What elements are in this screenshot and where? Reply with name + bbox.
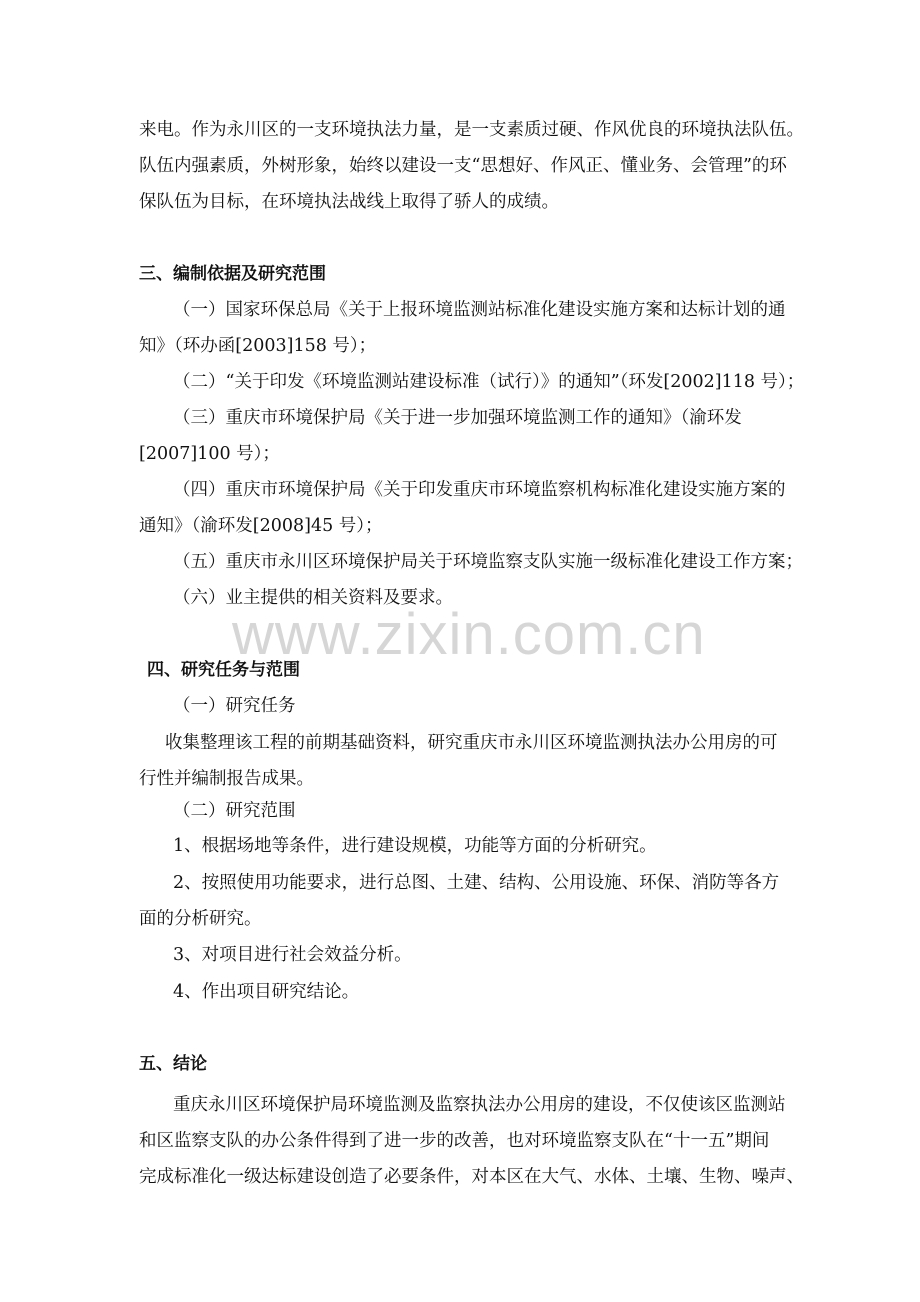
text-line: 2、按照使用功能要求，进行总图、土建、结构、公用设施、环保、消防等各方: [173, 873, 780, 893]
text-line: 队伍内强素质，外树形象，始终以建设一支“思想好、作风正、懂业务、会管理”的环: [139, 156, 787, 176]
text-line: 4、作出项目研究结论。: [173, 982, 360, 1002]
text-line: 3、对项目进行社会效益分析。: [173, 945, 412, 965]
text-line: 行性并编制报告成果。: [139, 769, 314, 789]
text-line: （一）研究任务: [173, 696, 296, 716]
text-line: （二）研究范围: [173, 801, 296, 821]
text-line: 1、根据场地等条件，进行建设规模，功能等方面的分析研究。: [173, 836, 657, 856]
section-heading: 五、结论: [139, 1054, 207, 1074]
text-line: （二）“关于印发《环境监测站建设标准（试行）》的通知”（环发[2002]118 号）；: [173, 372, 805, 392]
text-line: 知》（环办函[2003]158 号）；: [139, 336, 377, 356]
section-heading: 四、研究任务与范围: [147, 660, 300, 680]
section-heading: 三、编制依据及研究范围: [139, 264, 326, 284]
text-line: （三）重庆市环境保护局《关于进一步加强环境监测工作的通知》（渝环发: [173, 408, 742, 428]
text-line: 来电。作为永川区的一支环境执法力量，是一支素质过硬、作风优良的环境执法队伍。: [139, 120, 804, 140]
text-line: 保队伍为目标，在环境执法战线上取得了骄人的成绩。: [139, 192, 559, 212]
text-line: 收集整理该工程的前期基础资料，研究重庆市永川区环境监测执法办公用房的可: [165, 733, 778, 753]
text-line: （一）国家环保总局《关于上报环境监测站标准化建设实施方案和达标计划的通: [173, 300, 786, 320]
text-line: 面的分析研究。: [139, 909, 262, 929]
text-line: [2007]100 号）；: [139, 444, 280, 464]
text-line: （四）重庆市环境保护局《关于印发重庆市环境监察机构标准化建设实施方案的: [173, 480, 786, 500]
text-line: 通知》（渝环发[2008]45 号）；: [139, 516, 383, 536]
text-line: 重庆永川区环境保护局环境监测及监察执法办公用房的建设，不仅使该区监测站: [173, 1095, 786, 1115]
text-line: 和区监察支队的办公条件得到了进一步的改善，也对环境监察支队在“十一五”期间: [139, 1131, 770, 1151]
text-line: （五）重庆市永川区环境保护局关于环境监察支队实施一级标准化建设工作方案；: [173, 552, 803, 572]
watermark: www.zixin.com.cn: [232, 602, 706, 667]
text-line: （六）业主提供的相关资料及要求。: [173, 588, 453, 608]
text-line: 完成标准化一级达标建设创造了必要条件，对本区在大气、水体、土壤、生物、噪声、: [139, 1167, 804, 1187]
